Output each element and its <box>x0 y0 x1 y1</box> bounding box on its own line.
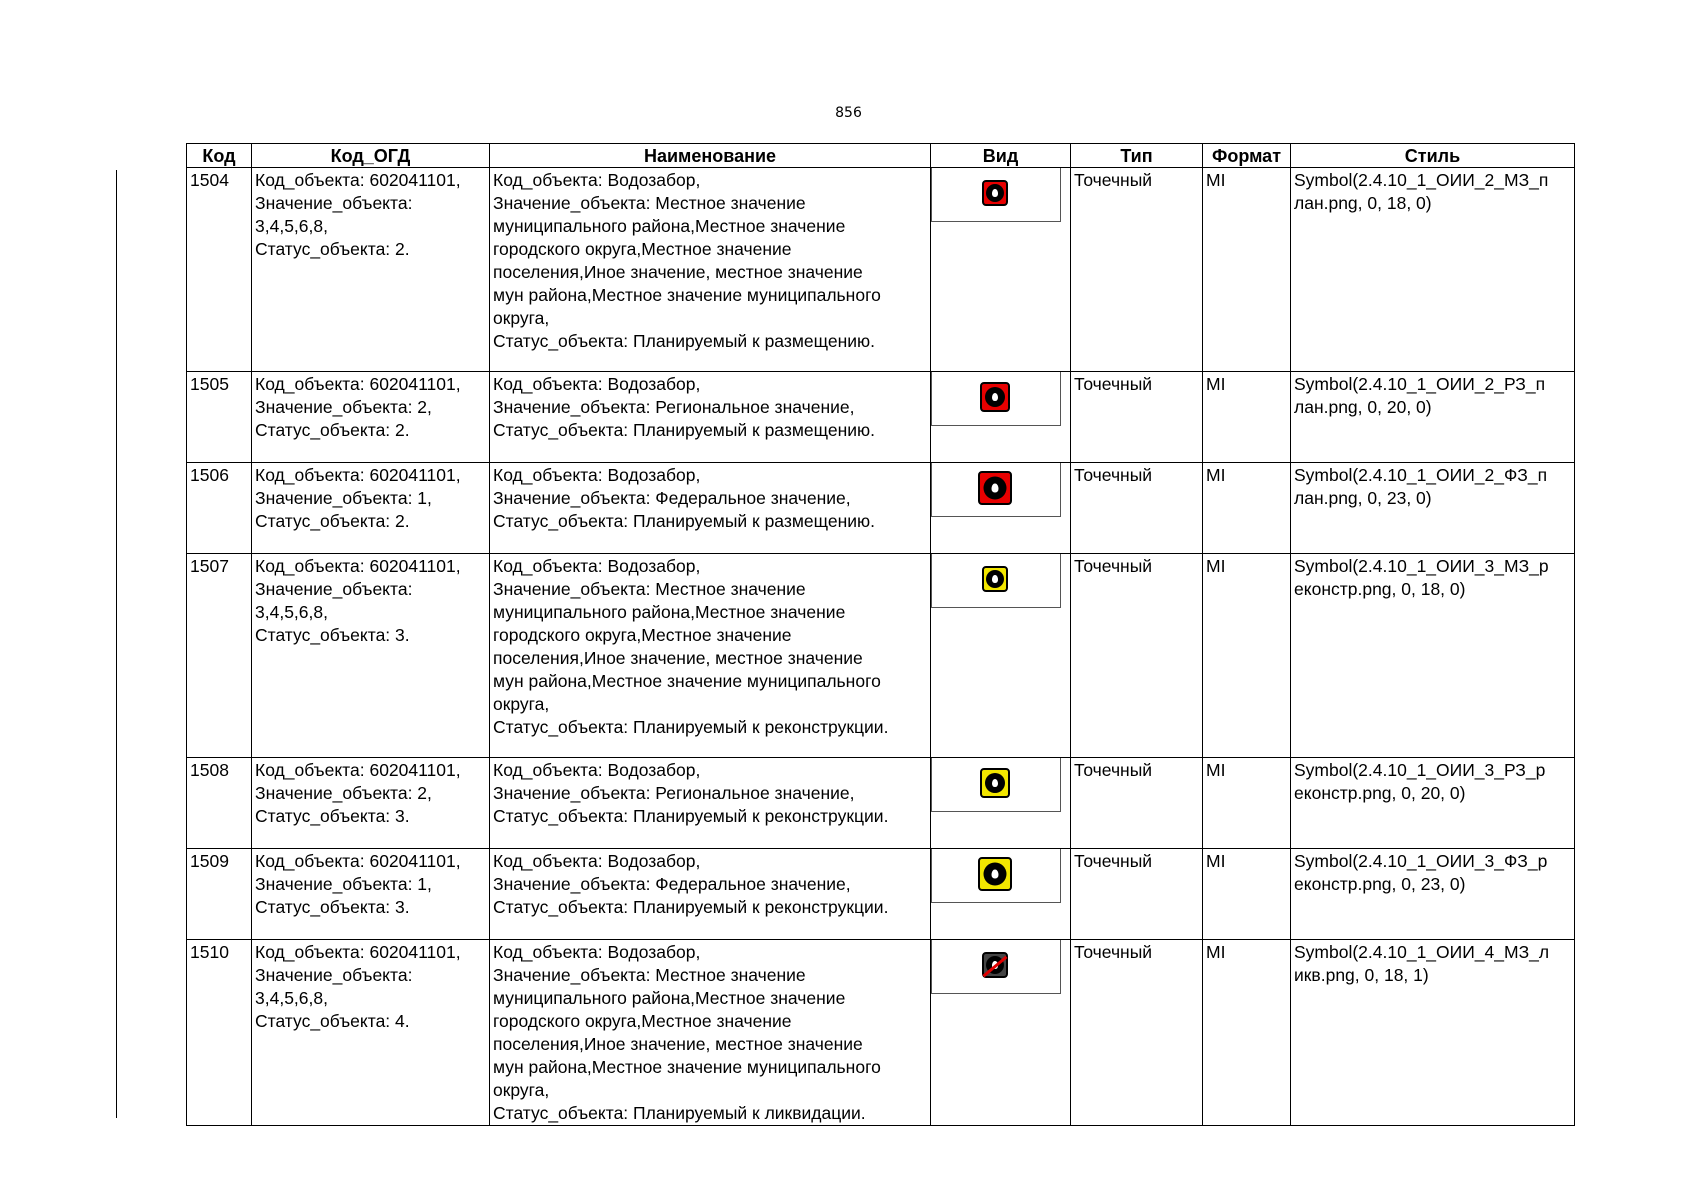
symbol-frame <box>931 849 1061 903</box>
cell-type: Точечный <box>1071 168 1203 372</box>
cell-name: Код_объекта: Водозабор, Значение_объекта: Федеральное значение, Статус_объекта: Планируемый к размещению. <box>490 463 931 554</box>
cell-ogd: Код_объекта: 602041101, Значение_объекта: 2, Статус_объекта: 3. <box>252 758 490 849</box>
symbol-frame <box>931 463 1061 517</box>
cell-name: Код_объекта: Водозабор, Значение_объекта: Местное значение муниципального района,Местное значение городского округа,Местное значение поселения,Иное значение, местное значение мун района,Местное значение муниципального округа, Статус_объекта: Планируемый к реконструкции. <box>490 554 931 758</box>
cell-code: 1506 <box>187 463 252 554</box>
water-drop-icon <box>984 477 1007 500</box>
cell-code: 1504 <box>187 168 252 372</box>
table-header-row <box>187 144 1575 168</box>
cell-code: 1505 <box>187 372 252 463</box>
water-intake-planned-local-icon <box>982 180 1008 206</box>
table-row <box>187 940 1575 1126</box>
symbol-frame <box>931 168 1061 222</box>
symbol-frame <box>931 372 1061 426</box>
water-drop-icon <box>986 570 1004 588</box>
cell-style: Symbol(2.4.10_1_ОИИ_3_ФЗ_р еконстр.png, 0, 23, 0) <box>1291 849 1575 940</box>
cell-ogd: Код_объекта: 602041101, Значение_объекта: 3,4,5,6,8, Статус_объекта: 3. <box>252 554 490 758</box>
water-intake-planned-regional-icon <box>980 382 1010 412</box>
water-drop-icon <box>984 863 1007 886</box>
cell-format: MI <box>1203 372 1291 463</box>
cell-name: Код_объекта: Водозабор, Значение_объекта: Региональное значение, Статус_объекта: Планируемый к реконструкции. <box>490 758 931 849</box>
cell-code: 1507 <box>187 554 252 758</box>
header-format: Формат <box>1203 144 1291 168</box>
cell-view <box>931 758 1071 849</box>
cell-type: Точечный <box>1071 372 1203 463</box>
cell-view <box>931 463 1071 554</box>
cell-format: MI <box>1203 463 1291 554</box>
table-row <box>187 372 1575 463</box>
cell-style: Symbol(2.4.10_1_ОИИ_3_РЗ_р еконстр.png, 0, 20, 0) <box>1291 758 1575 849</box>
symbol-frame <box>931 554 1061 608</box>
water-intake-reconstruction-federal-icon <box>978 857 1012 891</box>
cell-ogd: Код_объекта: 602041101, Значение_объекта: 1, Статус_объекта: 3. <box>252 849 490 940</box>
cell-code: 1509 <box>187 849 252 940</box>
cell-code: 1508 <box>187 758 252 849</box>
cell-name: Код_объекта: Водозабор, Значение_объекта: Региональное значение, Статус_объекта: Планируемый к размещению. <box>490 372 931 463</box>
cell-type: Точечный <box>1071 940 1203 1126</box>
cell-style: Symbol(2.4.10_1_ОИИ_2_РЗ_п лан.png, 0, 20, 0) <box>1291 372 1575 463</box>
cell-format: MI <box>1203 758 1291 849</box>
cell-ogd: Код_объекта: 602041101, Значение_объекта: 2, Статус_объекта: 2. <box>252 372 490 463</box>
water-drop-icon <box>985 773 1005 793</box>
cell-style: Symbol(2.4.10_1_ОИИ_4_МЗ_л икв.png, 0, 18, 1) <box>1291 940 1575 1126</box>
header-style: Стиль <box>1291 144 1575 168</box>
symbol-frame <box>931 940 1061 994</box>
table-row <box>187 849 1575 940</box>
symbol-frame <box>931 758 1061 812</box>
header-type: Тип <box>1071 144 1203 168</box>
cell-format: MI <box>1203 849 1291 940</box>
cell-name: Код_объекта: Водозабор, Значение_объекта: Местное значение муниципального района,Местное значение городского округа,Местное значение поселения,Иное значение, местное значение мун района,Местное значение муниципального округа, Статус_объекта: Планируемый к размещению. <box>490 168 931 372</box>
header-view: Вид <box>931 144 1071 168</box>
cell-type: Точечный <box>1071 758 1203 849</box>
page-number: 856 <box>835 105 862 121</box>
cell-style: Symbol(2.4.10_1_ОИИ_2_ФЗ_п лан.png, 0, 23, 0) <box>1291 463 1575 554</box>
cell-ogd: Код_объекта: 602041101, Значение_объекта: 1, Статус_объекта: 2. <box>252 463 490 554</box>
cell-type: Точечный <box>1071 554 1203 758</box>
cell-format: MI <box>1203 554 1291 758</box>
table-row <box>187 463 1575 554</box>
cell-ogd: Код_объекта: 602041101, Значение_объекта: 3,4,5,6,8, Статус_объекта: 4. <box>252 940 490 1126</box>
cell-format: MI <box>1203 940 1291 1126</box>
cell-view <box>931 168 1071 372</box>
water-intake-reconstruction-regional-icon <box>980 768 1010 798</box>
water-drop-icon <box>986 184 1004 202</box>
table-row <box>187 758 1575 849</box>
cell-style: Symbol(2.4.10_1_ОИИ_3_МЗ_р еконстр.png, 0, 18, 0) <box>1291 554 1575 758</box>
water-drop-icon <box>985 387 1005 407</box>
cell-name: Код_объекта: Водозабор, Значение_объекта: Федеральное значение, Статус_объекта: Планируемый к реконструкции. <box>490 849 931 940</box>
table-row <box>187 554 1575 758</box>
water-intake-planned-federal-icon <box>978 471 1012 505</box>
cell-type: Точечный <box>1071 849 1203 940</box>
header-code: Код <box>187 144 252 168</box>
cell-view <box>931 372 1071 463</box>
cell-name: Код_объекта: Водозабор, Значение_объекта: Местное значение муниципального района,Местное значение городского округа,Местное значение поселения,Иное значение, местное значение мун района,Местное значение муниципального округа, Статус_объекта: Планируемый к ликвидации. <box>490 940 931 1126</box>
cell-ogd: Код_объекта: 602041101, Значение_объекта: 3,4,5,6,8, Статус_объекта: 2. <box>252 168 490 372</box>
water-intake-reconstruction-local-icon <box>982 566 1008 592</box>
header-name: Наименование <box>490 144 931 168</box>
cell-format: MI <box>1203 168 1291 372</box>
cell-style: Symbol(2.4.10_1_ОИИ_2_МЗ_п лан.png, 0, 18, 0) <box>1291 168 1575 372</box>
header-ogd-code: Код_ОГД <box>252 144 490 168</box>
margin-line <box>116 170 117 1118</box>
symbol-registry-table <box>186 143 1575 1126</box>
cell-view <box>931 849 1071 940</box>
table-row <box>187 168 1575 372</box>
cell-view <box>931 554 1071 758</box>
water-intake-liquidation-local-icon <box>982 952 1008 978</box>
cell-code: 1510 <box>187 940 252 1126</box>
cell-view <box>931 940 1071 1126</box>
cell-type: Точечный <box>1071 463 1203 554</box>
